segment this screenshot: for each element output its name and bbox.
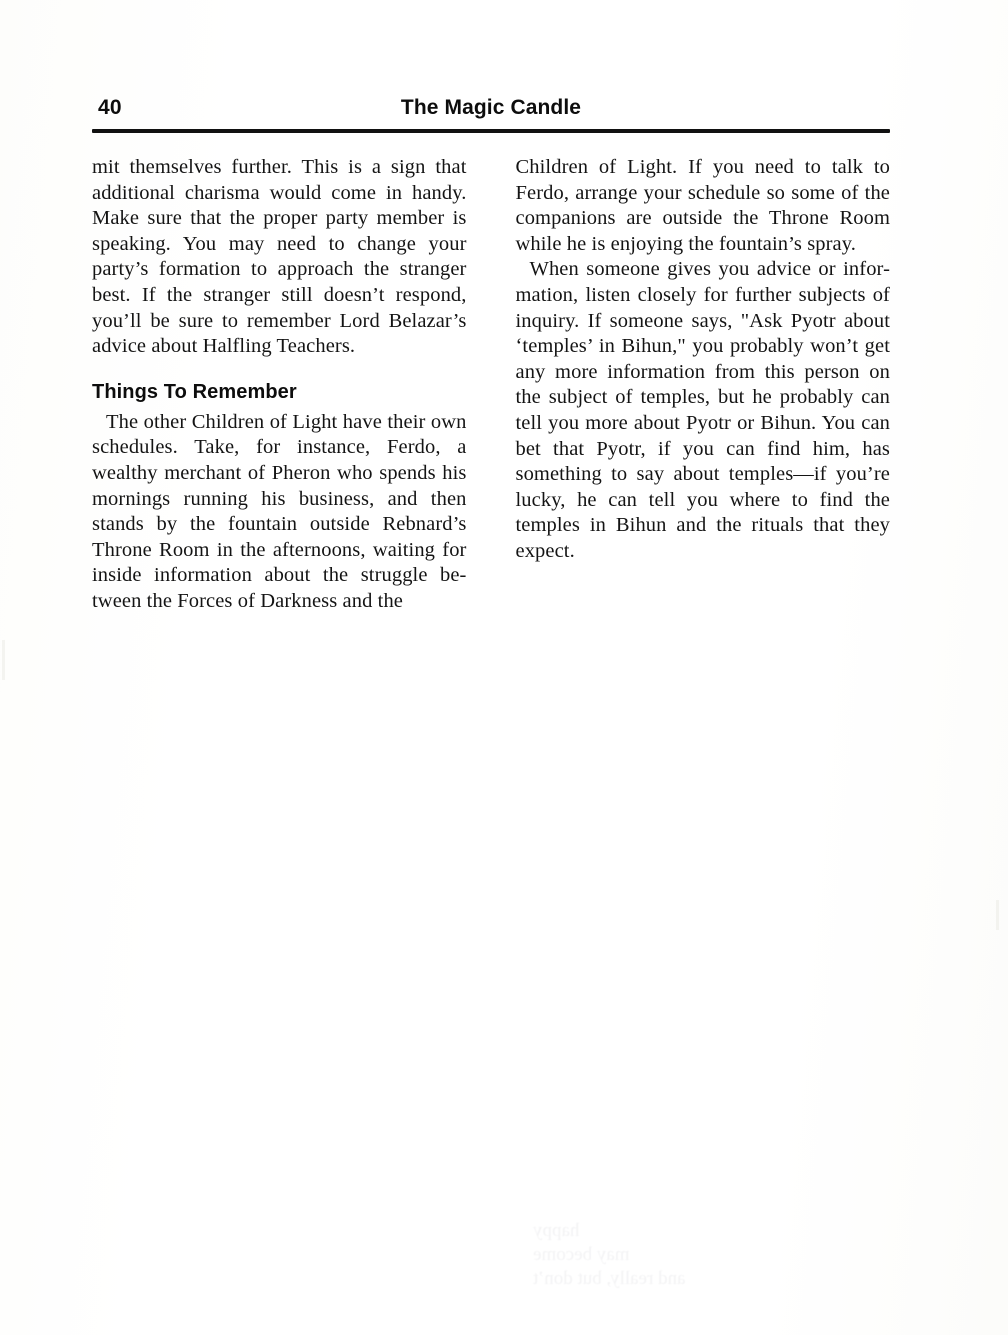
page-number: 40 xyxy=(98,96,122,119)
two-column-body xyxy=(92,155,890,615)
verso-showthrough-artifact xyxy=(533,1219,765,1291)
left-column xyxy=(92,155,467,615)
right-column-paragraph-2: When someone gives you advice or infor-mation, listen closely for further subjects of inquiry. If someone says, "Ask Pyotr about ‘temples’ in Bihun," you probably won’t get any more information from this person on the subject of temples, but he probably can tell you more about Pyotr or Bihun. You can bet that Pyotr, if you can find him, has something to say about temples—if you’re lucky, he can tell you where to find the temples in Bihun and the rituals that they expect. xyxy=(515,258,890,562)
left-column-paragraph-1: The other Children of Light have their own schedules. Take, for instance, Ferdo, a wealthy merchant of Pheron who spends his mornings running his business, and then stands by the fountain outside Rebnard’s Throne Room in the afternoons, waiting for inside information about the struggle be-tween the Forces of Darkness and the xyxy=(92,410,467,612)
showthrough-line-3: and really, but don’t xyxy=(533,1268,686,1289)
section-heading-things-to-remember: Things To Remember xyxy=(92,380,297,403)
book-title-header: The Magic Candle xyxy=(400,96,582,119)
right-column-continued-paragraph: Children of Light. If you need to talk to Ferdo, arrange your schedule so some of the companions are outside the Throne Room while he is enjoying the fountain’s spray. xyxy=(515,156,890,255)
scan-speck-right xyxy=(996,900,999,930)
running-head xyxy=(92,96,890,130)
showthrough-line-2: may become xyxy=(533,1244,630,1265)
showthrough-line-1: happy xyxy=(533,1220,580,1241)
scan-speck-left xyxy=(2,640,5,680)
left-column-continued-paragraph: mit themselves further. This is a sign that additional charisma would come in handy. Make sure that the proper party member is speaking. You may need to change your party’s formation to approach the stranger best. If the stranger still doesn’t respond, you’ll be sure to remember Lord Belazar’s advice about Halfling Teachers. xyxy=(92,156,467,358)
header-rule xyxy=(92,129,890,133)
right-column xyxy=(516,155,891,565)
